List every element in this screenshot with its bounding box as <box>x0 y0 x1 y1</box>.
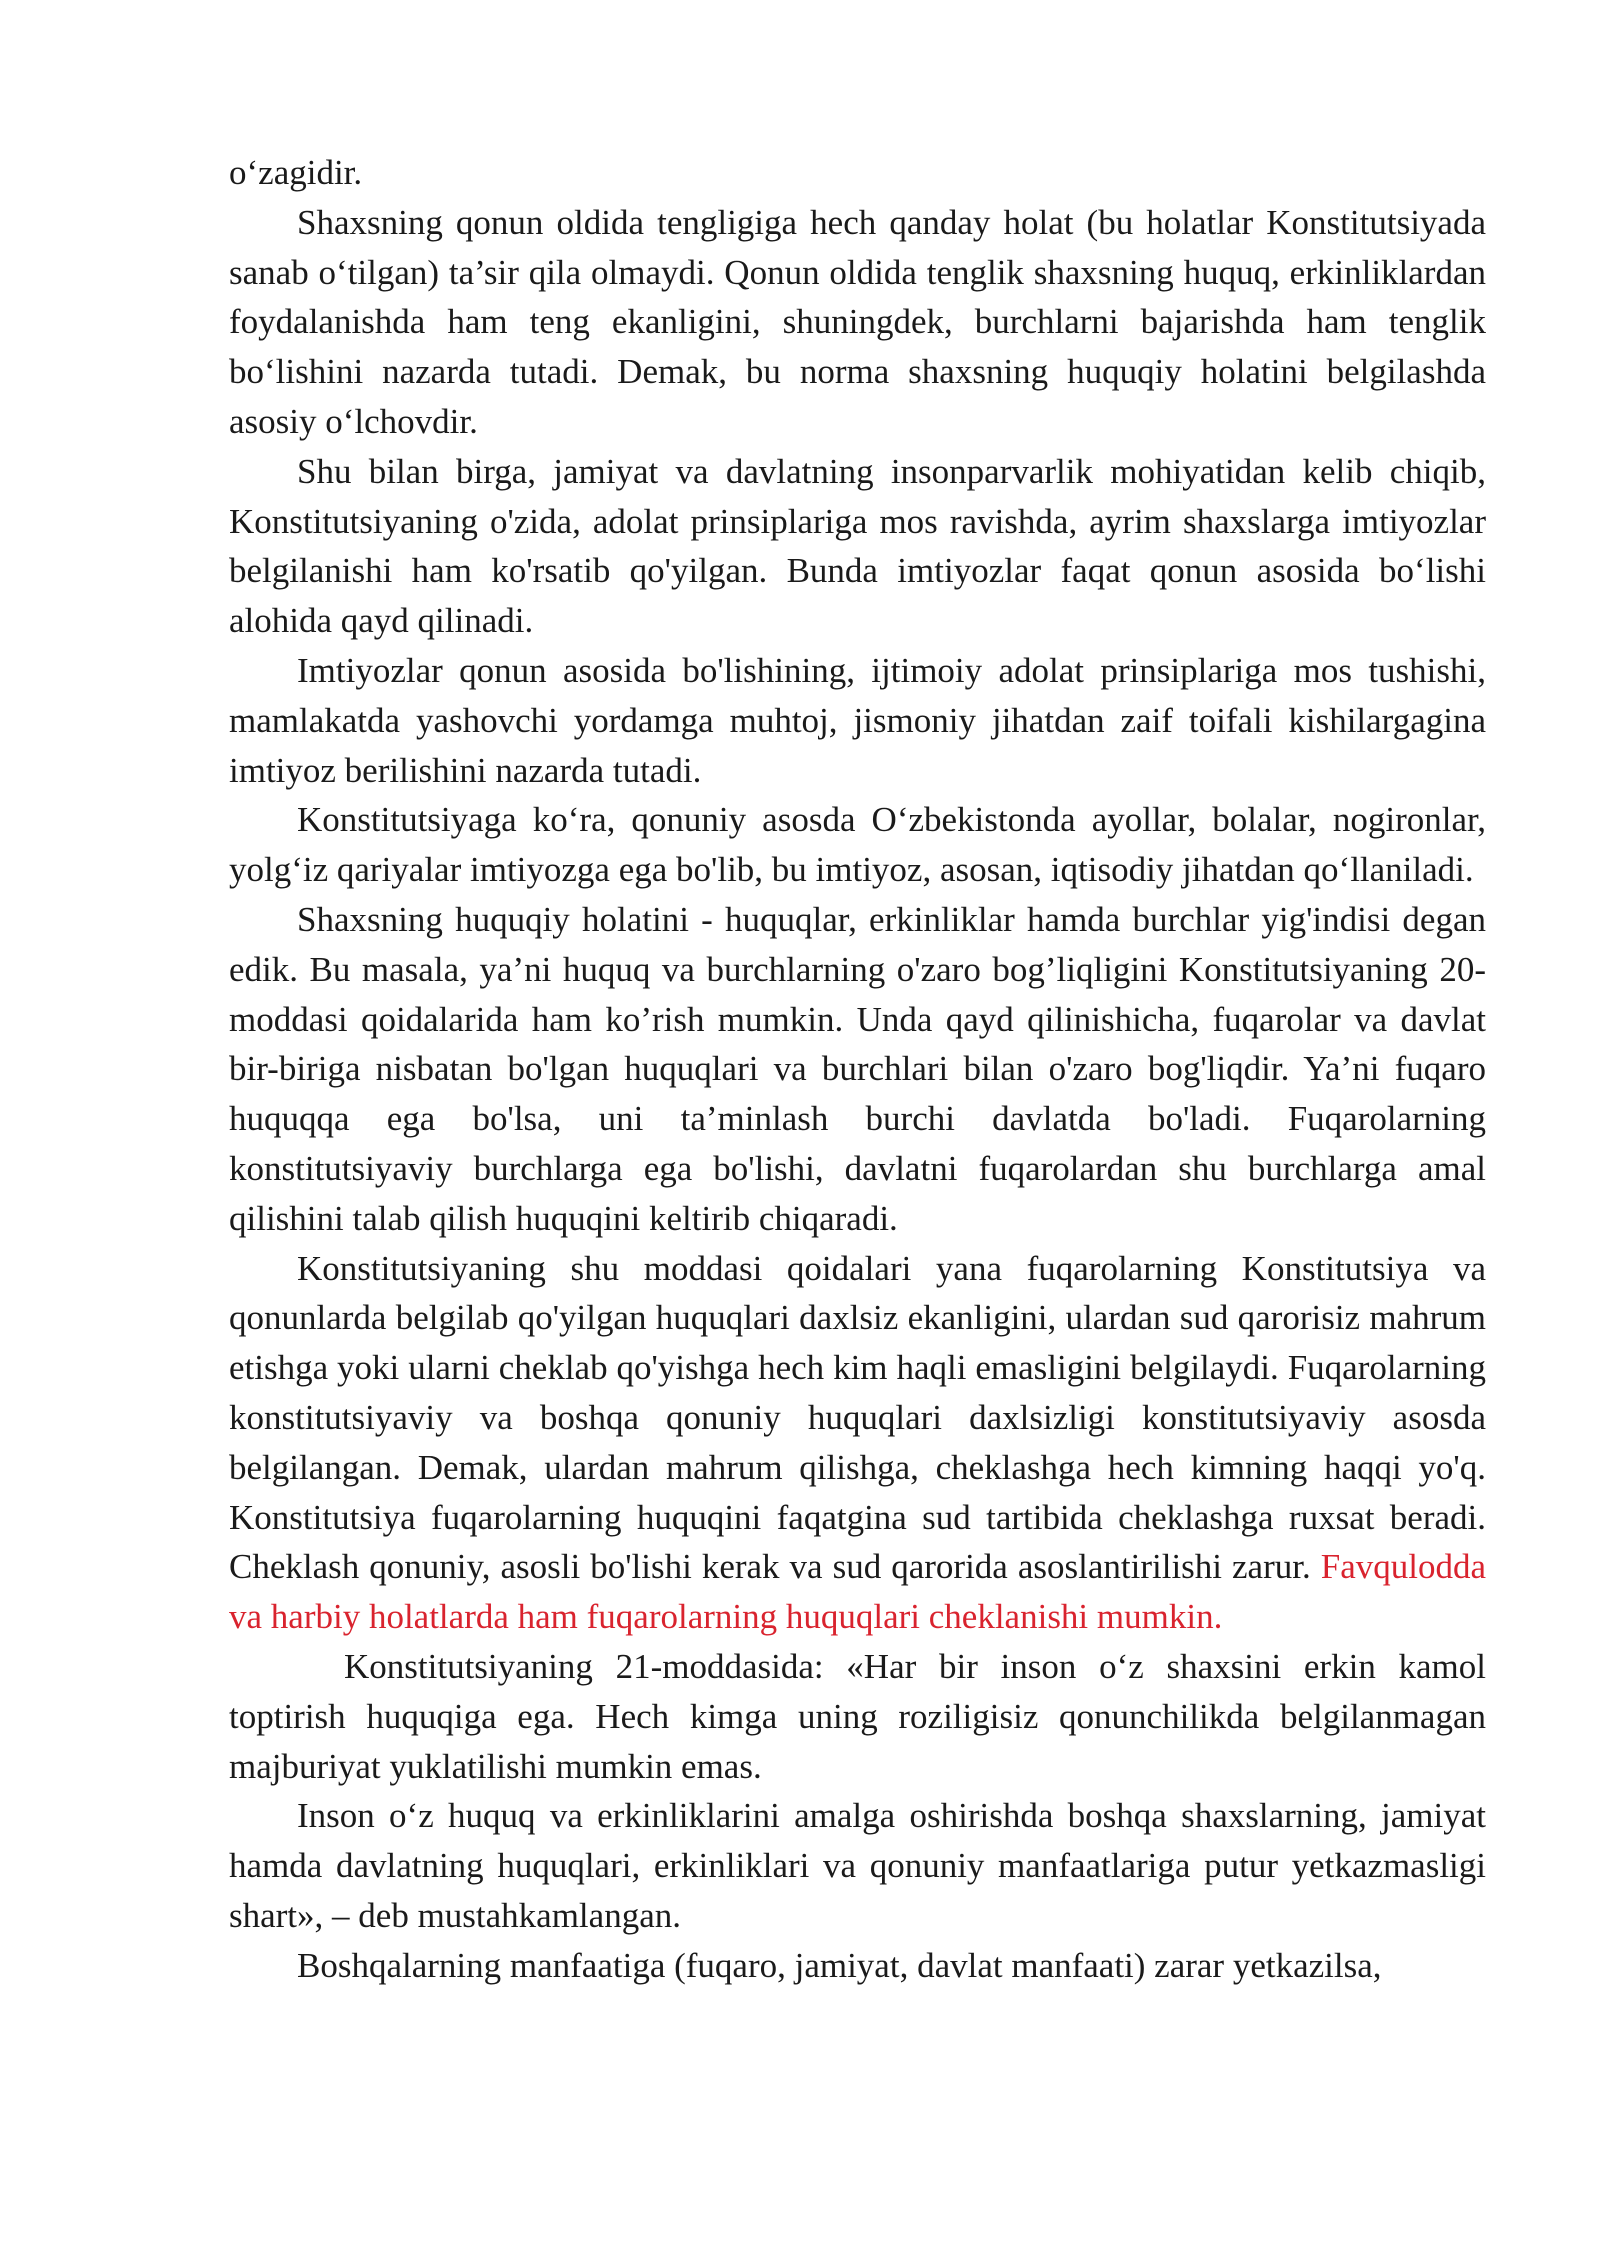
paragraph-inviolability <box>229 1244 1486 1642</box>
paragraph-privileges: Shu bilan birga, jamiyat va davlatning insonparvarlik mohiyatidan kelib chiqib, Konstitutsiyaning o'zida, adolat prinsiplariga mos ravishda, ayrim shaxslarga imtiyozlar belgilanishi ham ko'rsatib qo'yilgan. Bunda imtiyozlar faqat qonun asosida bo‘lishi alohida qayd qilinadi. <box>229 451 1486 641</box>
paragraph-harm: Boshqalarning manfaatiga (fuqaro, jamiyat, davlat manfaati) zarar yetkazilsa, <box>297 1945 1382 1985</box>
paragraph-article-20: Shaxsning huquqiy holatini - huquqlar, erkinliklar hamda burchlar yig'indisi degan edik. Bu masala, ya’ni huquq va burchlarning o'zaro bog’liqligini Konstitutsiyaning 20-moddasi qoidalarida ham ko’rish mumkin. Unda qayd qilinishicha, fuqarolar va davlat bir-biriga nisbatan bo'lgan huquqlari va burchlari bilan o'zaro bog'liqdir. Ya’ni fuqaro huquqqa ega bo'lsa, uni ta’minlash burchi davlatda bo'ladi. Fuqarolarning konstitutsiyaviy burchlarga ega bo'lishi, davlatni fuqarolardan shu burchlarga amal qilishini talab qilish huquqini keltirib chiqaradi. <box>229 899 1486 1238</box>
paragraph-privileges-basis: Imtiyozlar qonun asosida bo'lishining, ijtimoiy adolat prinsiplariga mos tushishi, mamlakatda yashovchi yordamga muhtoj, jismoniy jihatdan zaif toifali kishilargagina imtiyoz berilishini nazarda tutadi. <box>229 650 1486 790</box>
paragraph-inviolability-text: Konstitutsiyaning shu moddasi qoidalari yana fuqarolarning Konstitutsiya va qonunlarda belgilab qo'yilgan huquqlari daxlsiz ekanligini, ulardan sud qarorisiz mahrum etishga yoki ularni cheklab qo'yishga hech kim haqli emasligini belgilaydi. Fuqarolarning konstitutsiyaviy va boshqa qonuniy huquqlari daxlsizligi konstitutsiyaviy asosda belgilangan. Demak, ulardan mahrum qilishga, cheklashga hech kimning haqqi yo'q. Konstitutsiya fuqarolarning huquqini faqatgina sud tartibida cheklashga ruxsat beradi. Cheklash qonuniy, asosli bo'lishi kerak va sud qarorida asoslantirilishi zarur. <box>229 1248 1486 1587</box>
paragraph-article-21: Konstitutsiyaning 21-moddasida: «Har bir inson o‘z shaxsini erkin kamol toptirish huquqiga ega. Hech kimga uning roziligisiz qonunchilikda belgilanmagan majburiyat yuklatilishi mumkin emas. <box>229 1646 1486 1786</box>
highlighted-sentence: Favqulodda va harbiy holatlarda ham fuqarolarning huquqlari cheklanishi mumkin. <box>229 1547 1486 1637</box>
paragraph-rights-exercise: Inson o‘z huquq va erkinliklarini amalga oshirishda boshqa shaxslarning, jamiyat hamda davlatning huquqlari, erkinliklari va qonuniy manfaatlariga putur yetkazmasligi shart», – deb mustahkamlangan. <box>229 1796 1486 1935</box>
paragraph-continuation: o‘zagidir. <box>229 153 363 192</box>
paragraph-equality: Shaxsning qonun oldida tengligiga hech qanday holat (bu holatlar Konstitutsiyada sanab o‘tilgan) ta’sir qila olmaydi. Qonun oldida tenglik shaxsning huquq, erkinliklardan foydalanishda ham teng ekanligini, shuningdek, burchlarni bajarishda ham tenglik bo‘lishini nazarda tutadi. Demak, bu norma shaxsning huquqiy holatini belgilashda asosiy o‘lchovdir. <box>229 202 1486 441</box>
paragraph-privileged-groups: Konstitutsiyaga ko‘ra, qonuniy asosda O‘zbekistonda ayollar, bolalar, nogironlar, yolg‘iz qariyalar imtiyozga ega bo'lib, bu imtiyoz, asosan, iqtisodiy jihatdan qo‘llaniladi. <box>229 800 1486 890</box>
document-page <box>229 148 1486 1990</box>
